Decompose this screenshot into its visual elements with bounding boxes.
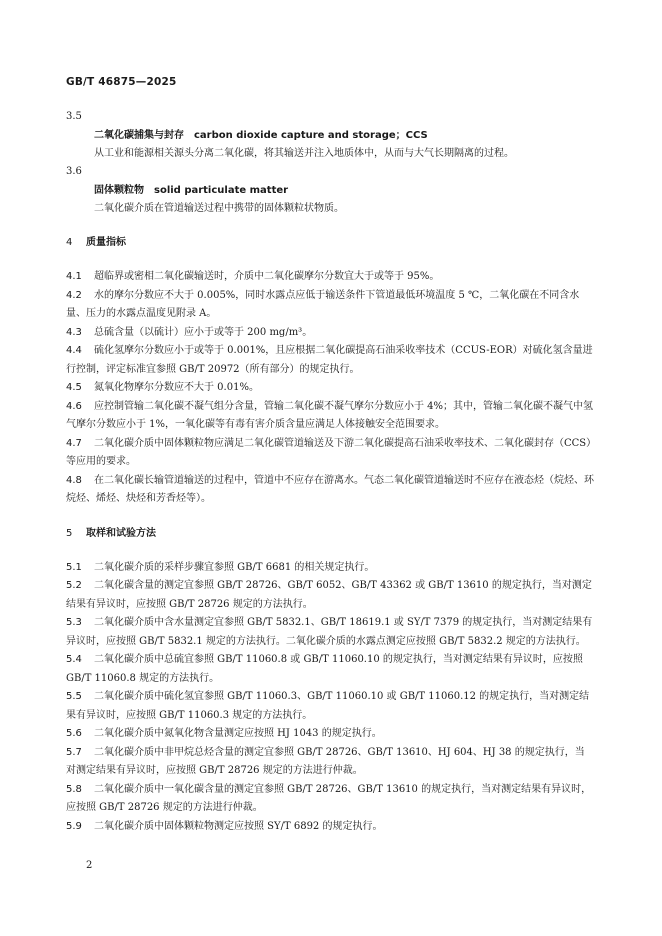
- clause-number: 5: [66, 527, 73, 539]
- clause-item: [66, 559, 594, 578]
- item-number: 4.7: [66, 437, 82, 449]
- item-number: 4.6: [66, 400, 82, 412]
- clause-title: 质量指标: [86, 237, 126, 248]
- clause-item: [66, 342, 594, 379]
- clause-item: [66, 577, 594, 614]
- item-text: 应控制管输二氧化碳不凝气组分含量，管输二氧化碳不凝气摩尔分数应小于 4%；其中，管输二氧化碳不凝气中氢气摩尔分数应小于 1%，一氧化碳等有毒有害介质含量应满足人体接触安全范围要求。: [66, 400, 594, 430]
- clause-item: [66, 324, 594, 343]
- item-number: 5.4: [66, 654, 82, 665]
- page-content: [66, 108, 594, 836]
- term-title: 二氧化碳捕集与封存 carbon dioxide capture and storage；CCS: [94, 130, 428, 141]
- clause-item: [66, 744, 594, 781]
- clause-4-heading: [66, 234, 594, 252]
- item-number: 5.5: [66, 691, 82, 702]
- term-number: 3.5: [66, 111, 82, 122]
- item-text: 二氧化碳介质的采样步骤宜参照 GB/T 6681 的相关规定执行。: [94, 561, 375, 573]
- item-text: 超临界或密相二氧化碳输送时，介质中二氧化碳摩尔分数宜大于或等于 95%。: [94, 271, 440, 282]
- clause-item: [66, 818, 594, 837]
- item-text: 二氧化碳介质中硫化氢宜参照 GB/T 11060.3、GB/T 11060.10 或 GB/T 11060.12 的规定执行，当对测定结果有异议时，应按照 GB/T 11060.3 规定的方法执行。: [66, 691, 590, 721]
- clause-item: [66, 781, 594, 818]
- clause-item: [66, 614, 594, 651]
- item-text: 硫化氢摩尔分数应小于或等于 0.001%，且应根据二氧化碳提高石油采收率技术（CCUS-EOR）对硫化氢含量进行控制，评定标准宜参照 GB/T 20972（所有部分）的规定执行。: [66, 345, 593, 375]
- item-number: 4.2: [66, 289, 82, 301]
- item-text: 二氧化碳介质中含水量测定宜参照 GB/T 5832.1、GB/T 18619.1 或 SY/T 7379 的规定执行，当对测定结果有异议时，应按照 GB/T 5832.1 规定的方法执行。二氧化碳介质的水露点测定应按照 GB/T 5832.2 规定的方法执行。: [66, 617, 593, 647]
- item-text: 二氧化碳介质中固体颗粒物测定应按照 SY/T 6892 的规定执行。: [94, 820, 383, 832]
- clause-4-items: [66, 268, 594, 509]
- item-number: 5.2: [66, 580, 82, 591]
- clause-item: [66, 435, 594, 472]
- clause-5-heading: [66, 525, 594, 543]
- term-definition: 二氧化碳介质在管道输送过程中携带的固体颗粒状物质。: [94, 203, 344, 214]
- standard-code-header: GB/T 46875—2025: [66, 76, 177, 88]
- item-text: 二氧化碳介质中固体颗粒物应满足二氧化碳管道输送及下游二氧化碳提高石油采收率技术、二氧化碳封存（CCS）等应用的要求。: [66, 437, 592, 467]
- item-number: 4.1: [66, 271, 82, 282]
- clause-item: [66, 651, 594, 688]
- clause-number: 4: [66, 237, 73, 248]
- clause-5-items: [66, 559, 594, 837]
- term-3-5: [66, 108, 594, 163]
- item-text: 二氧化碳介质中一氧化碳含量的测定宜参照 GB/T 28726、GB/T 13610 的规定执行，当对测定结果有异议时，应按照 GB/T 28726 规定的方法进行仲裁。: [66, 783, 592, 813]
- item-number: 5.9: [66, 820, 82, 832]
- page-number: 2: [86, 860, 93, 871]
- term-title: 固体颗粒物 solid particulate matter: [94, 185, 289, 196]
- clause-title: 取样和试验方法: [86, 527, 156, 539]
- clause-item: [66, 725, 594, 744]
- clause-item: [66, 268, 594, 287]
- item-text: 二氧化碳介质中氮氧化物含量测定应按照 HJ 1043 的规定执行。: [94, 728, 382, 739]
- item-number: 5.8: [66, 783, 82, 795]
- item-text: 氮氧化物摩尔分数应不大于 0.01%。: [94, 382, 259, 393]
- item-text: 在二氧化碳长输管道输送的过程中，管道中不应存在游离水。气态二氧化碳管道输送时不应存在液态烃（烷烃、环烷烃、烯烃、炔烃和芳香烃等）。: [66, 474, 594, 504]
- term-number: 3.6: [66, 166, 82, 177]
- item-number: 5.1: [66, 561, 82, 573]
- item-number: 4.3: [66, 326, 82, 338]
- clause-item: [66, 398, 594, 435]
- item-text: 二氧化碳介质中非甲烷总烃含量的测定宜参照 GB/T 28726、GB/T 13610、HJ 604、HJ 38 的规定执行，当对测定结果有异议时，应按照 GB/T 28726 规定的方法进行仲裁。: [66, 746, 585, 776]
- item-text: 二氧化碳含量的测定宜参照 GB/T 28726、GB/T 6052、GB/T 43362 或 GB/T 13610 的规定执行，当对测定结果有异议时，应按照 GB/T 28726 规定的方法执行。: [66, 580, 592, 610]
- item-text: 总硫含量（以硫计）应小于或等于 200 mg/m³。: [94, 326, 313, 338]
- clause-item: [66, 688, 594, 725]
- clause-item: [66, 287, 594, 324]
- item-number: 4.5: [66, 382, 82, 393]
- item-number: 5.6: [66, 728, 82, 739]
- term-3-6: [66, 163, 594, 218]
- clause-item: [66, 379, 594, 398]
- item-number: 4.8: [66, 474, 82, 486]
- clause-item: [66, 472, 594, 509]
- item-text: 二氧化碳介质中总硫宜参照 GB/T 11060.8 或 GB/T 11060.10 的规定执行，当对测定结果有异议时，应按照 GB/T 11060.8 规定的方法执行。: [66, 654, 583, 684]
- item-number: 5.7: [66, 746, 82, 758]
- term-definition: 从工业和能源相关源头分离二氧化碳，将其输送并注入地质体中，从而与大气长期隔离的过程。: [94, 148, 514, 159]
- item-number: 5.3: [66, 617, 82, 628]
- item-text: 水的摩尔分数应不大于 0.005%，同时水露点应低于输送条件下管道最低环境温度 5 ℃，二氧化碳在不同含水量、压力的水露点温度见附录 A。: [66, 289, 580, 319]
- item-number: 4.4: [66, 345, 82, 356]
